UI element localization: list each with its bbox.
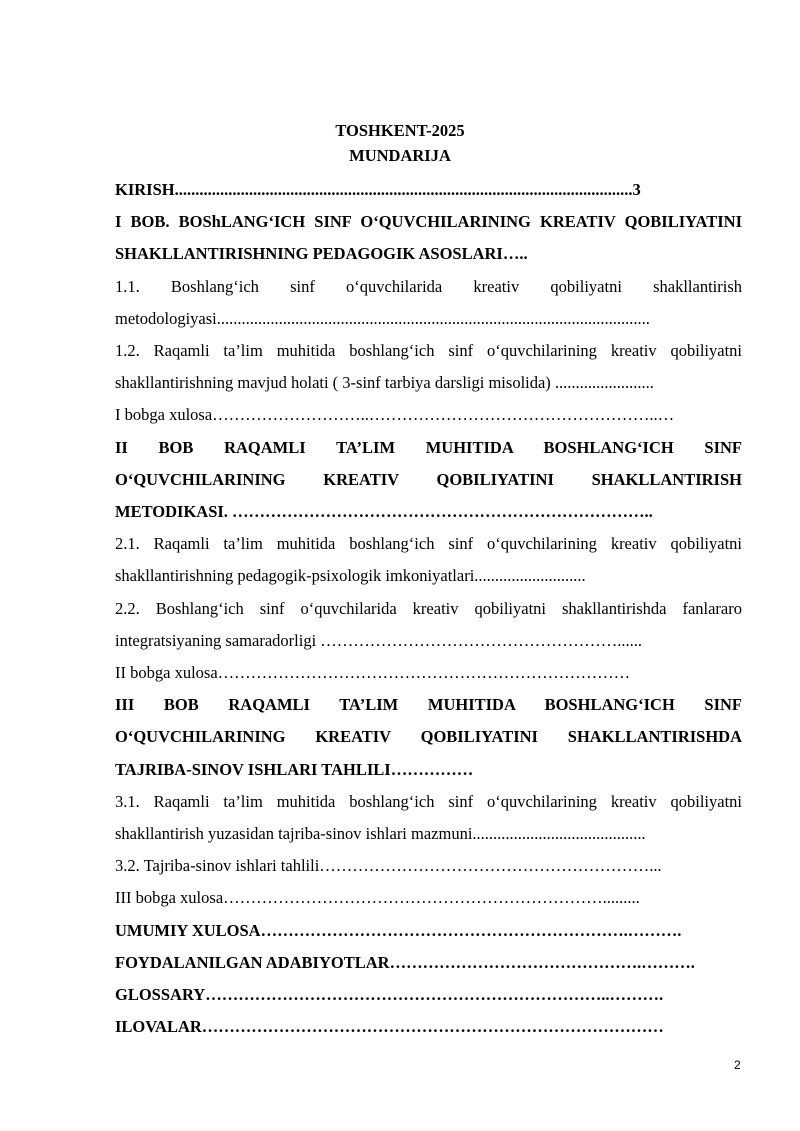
toc-entry-chapter-2-conclusion: II bobga xulosa…………………………………………………………………: [115, 663, 631, 683]
toc-entry-chapter-1: I BOB. BOShLANG‘ICH SINF O‘QUVCHILARINING KREATIV QOBILIYATINI SHAKLLANTIRISHNING PEDAGOGIK ASOSLARI…..: [115, 212, 742, 264]
toc-entry-appendices: ILOVALAR…………………………………………………………………………: [115, 1017, 664, 1037]
toc-entry-section-3-1: 3.1. Raqamli ta’lim muhitida boshlang‘ich sinf o‘quvchilarining kreativ qobiliyatni shakllantirish yuzasidan tajriba-sinov ishlari mazmuni..........................................: [115, 791, 742, 844]
table-of-contents: [115, 174, 742, 1043]
table-of-contents-title: MUNDARIJA: [349, 146, 451, 165]
toc-entry-chapter-3: III BOB RAQAMLI TA’LIM MUHITIDA BOSHLANG‘ICH SINF O‘QUVCHILARINING KREATIV QOBILIYATINI SHAKLLANTIRISHDA TAJRIBA-SINOV ISHLARI TAHLILI……………: [115, 695, 742, 779]
toc-entry-section-1-1: 1.1. Boshlang‘ich sinf o‘quvchilarida kreativ qobiliyatni shakllantirish metodologiyasi.........................................................................................................: [115, 276, 742, 328]
toc-entry-section-2-2: 2.2. Boshlang‘ich sinf o‘quvchilarida kreativ qobiliyatni shakllantirishda fanlararo integratsiyaning samaradorligi ………………………………………………......: [115, 598, 742, 650]
toc-entry-section-2-1: 2.1. Raqamli ta’lim muhitida boshlang‘ich sinf o‘quvchilarining kreativ qobiliyatni shakllantirishning pedagogik-psixologik imkoniyatlari...........................: [115, 534, 742, 586]
toc-entry-glossary: GLOSSARY………………………………………………………………..……….: [115, 985, 664, 1005]
toc-entry-references: FOYDALANILGAN ADABIYOTLAR……………………………………….……….: [115, 952, 695, 972]
page-number: 2: [734, 1058, 741, 1072]
city-year-heading: TOSHKENT-2025: [335, 121, 465, 140]
toc-entry-chapter-3-conclusion: III bobga xulosa…………………………………………………………….........: [115, 888, 640, 908]
toc-entry-chapter-1-conclusion: I bobga xulosa………………………..……………………………………………..…: [115, 405, 675, 425]
toc-entry-chapter-2: II BOB RAQAMLI TA’LIM MUHITIDA BOSHLANG‘ICH SINF O‘QUVCHILARINING KREATIV QOBILIYATINI SHAKLLANTIRISH METODIKASI. …………………………………………………………………..: [115, 437, 742, 522]
toc-entry-section-3-2: 3.2. Tajriba-sinov ishlari tahlili……………………………………………………...: [115, 856, 662, 876]
toc-entry-section-1-2: 1.2. Raqamli ta’lim muhitida boshlang‘ich sinf o‘quvchilarining kreativ qobiliyatni shakllantirishning mavjud holati ( 3-sinf tarbiya darsligi misolida) ........................: [115, 341, 742, 393]
toc-entry-introduction: KIRISH...............................................................................................................3: [115, 180, 641, 199]
toc-entry-general-conclusion: UMUMIY XULOSA………………………………………………………….……….: [115, 920, 682, 940]
